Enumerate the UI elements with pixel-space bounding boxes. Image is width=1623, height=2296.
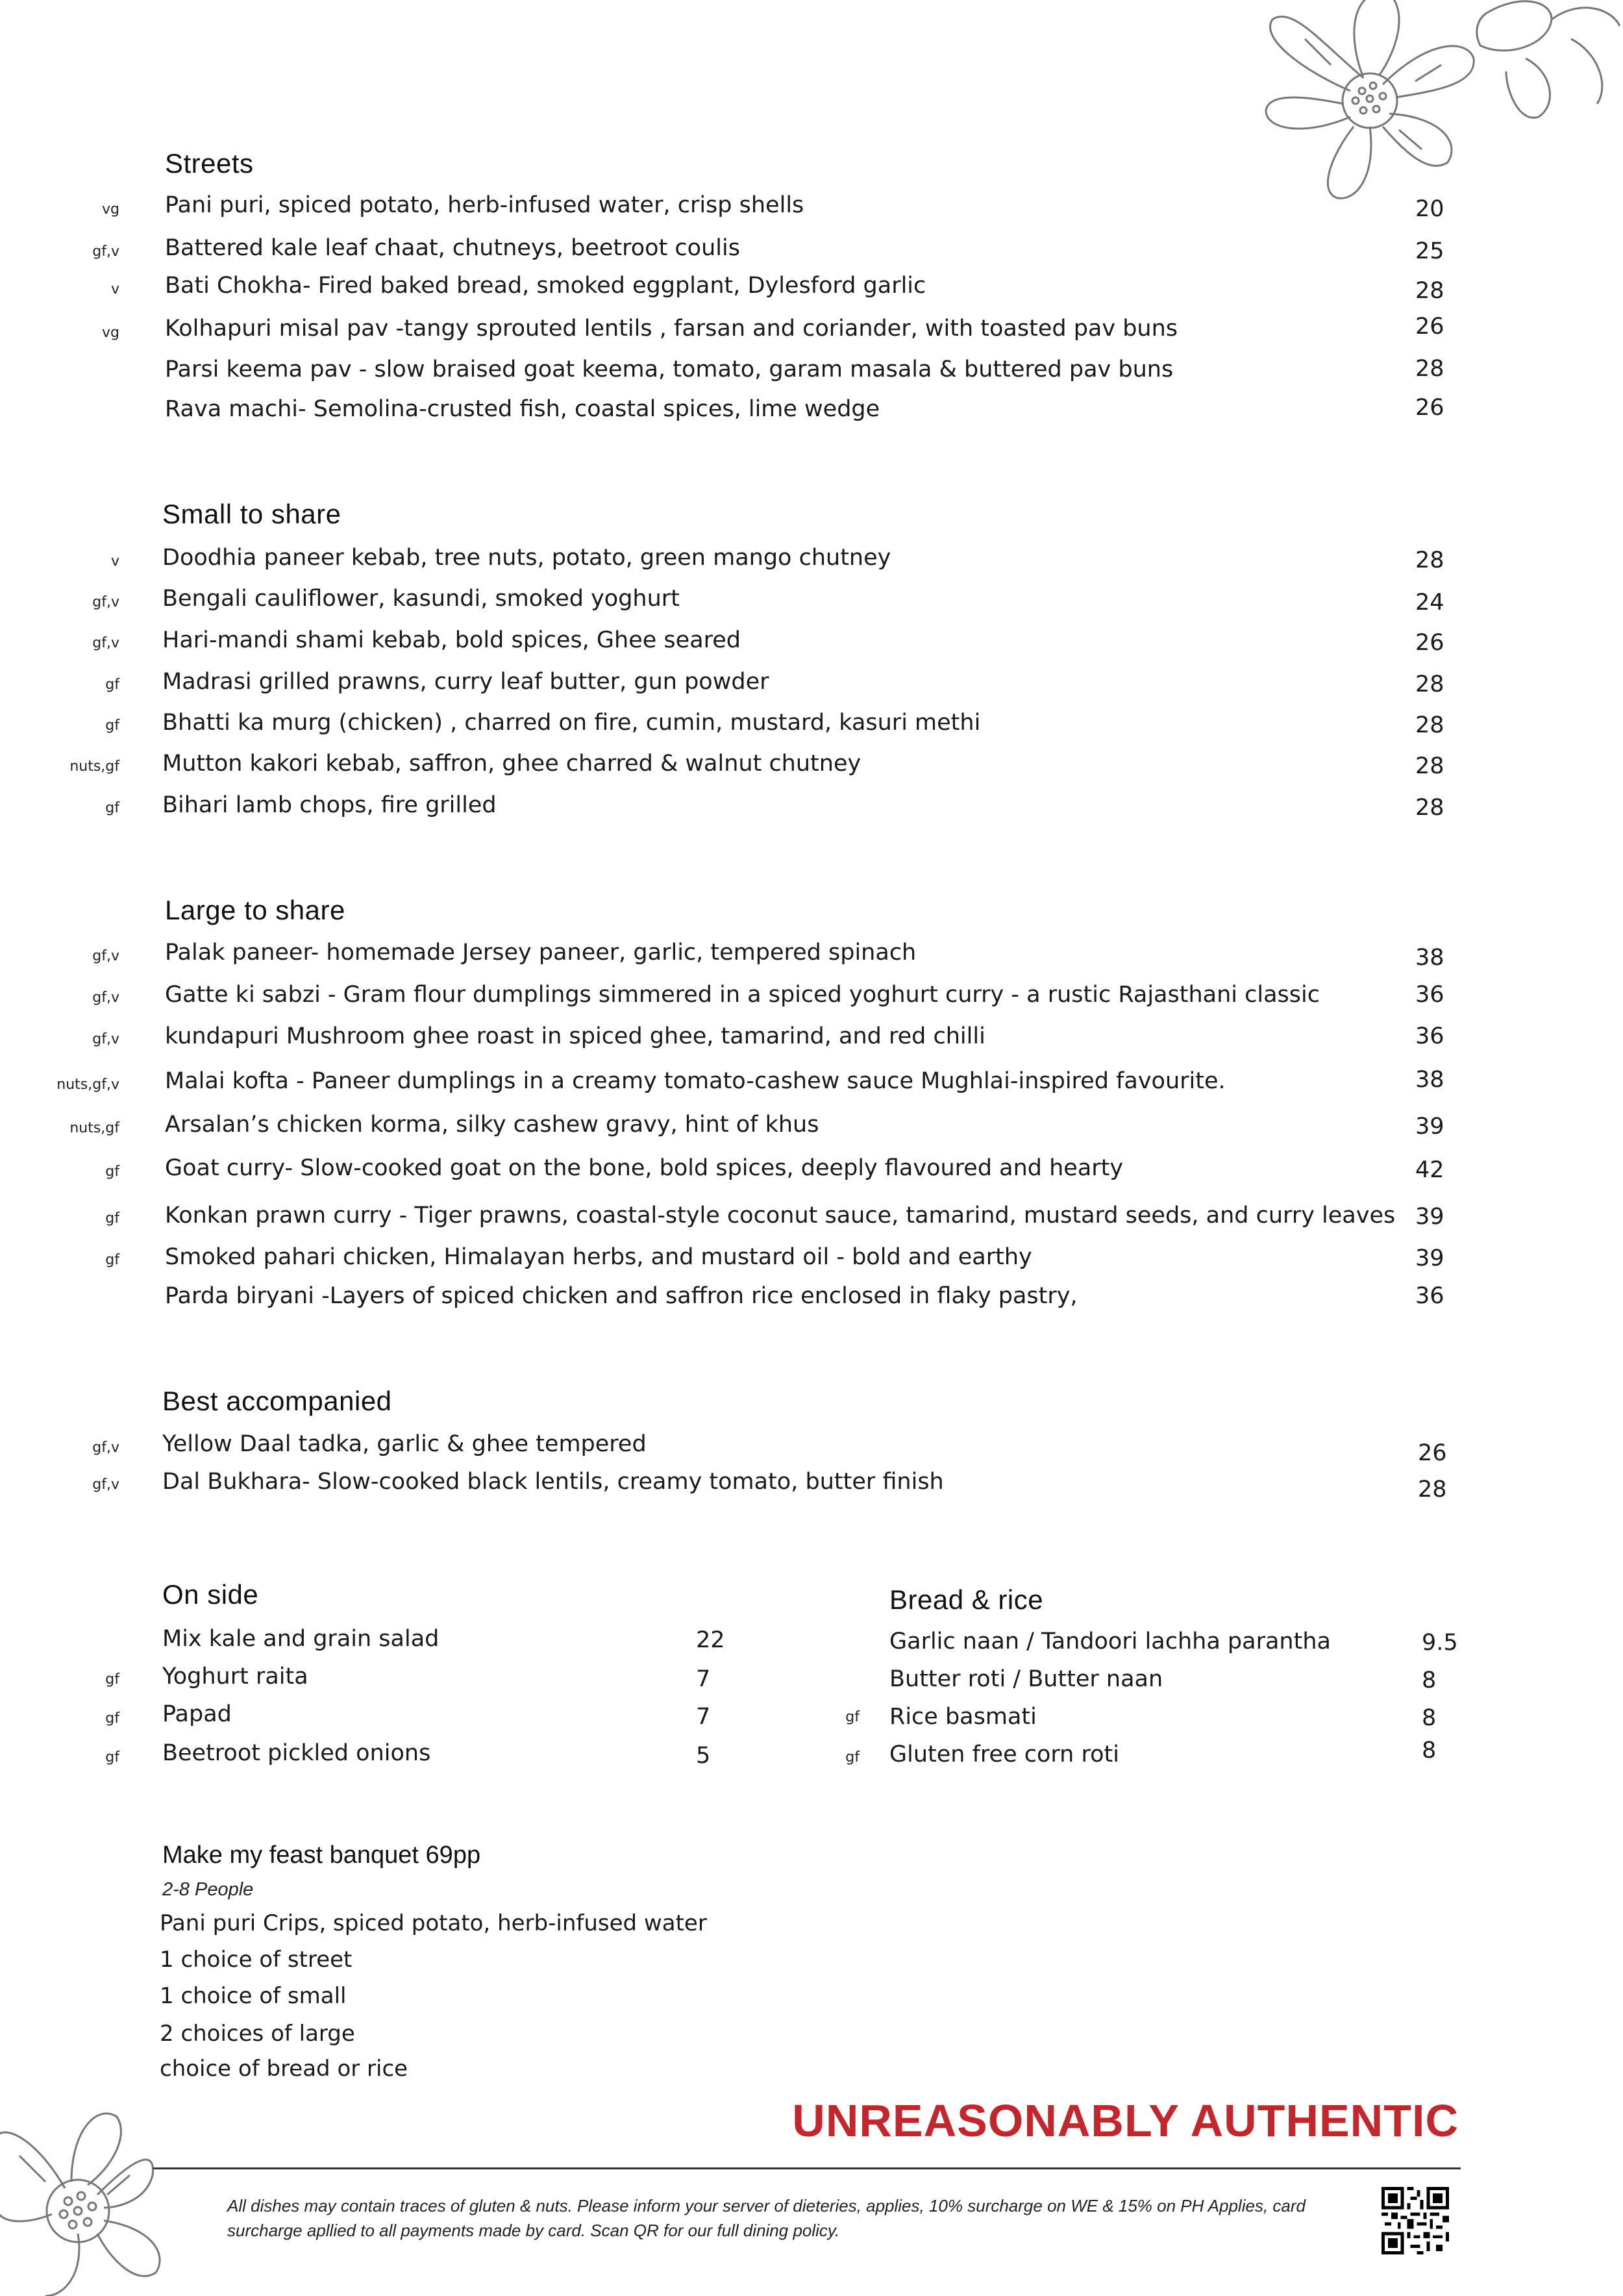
dish-name: Rice basmati [889,1704,1037,1730]
dish-price: 42 [1415,1157,1444,1183]
dietary-tag: gf [105,1671,119,1688]
qr-code-icon[interactable] [1381,2187,1449,2254]
dish-price: 7 [696,1704,711,1730]
dish-price: 38 [1415,945,1444,971]
dish-name: Yoghurt raita [162,1664,308,1690]
dietary-tag: gf [105,1749,119,1766]
dish-name: Gatte ki sabzi - Gram flour dumplings simmered in a spiced yoghurt curry - a rustic Rajasthani classic [165,982,1320,1008]
dish-name: kundapuri Mushroom ghee roast in spiced ghee, tamarind, and red chilli [165,1023,985,1049]
dish-name: Smoked pahari chicken, Himalayan herbs, and mustard oil - bold and earthy [165,1244,1032,1270]
dish-name: Garlic naan / Tandoori lachha parantha [889,1628,1331,1654]
dish-name: Parda biryani -Layers of spiced chicken and saffron rice enclosed in flaky pastry, [165,1283,1078,1309]
dish-price: 26 [1415,395,1444,421]
dietary-tag: gf,v [92,948,119,964]
dish-name: Kolhapuri misal pav -tangy sprouted lentils , farsan and coriander, with toasted pav buns [165,316,1178,342]
footer-divider [153,2167,1461,2169]
section-heading-on-side: On side [162,1579,259,1610]
section-heading-best-accompanied: Best accompanied [162,1386,392,1416]
dietary-tag: gf,v [92,594,119,610]
dish-name: Beetroot pickled onions [162,1740,431,1766]
dietary-tag: nuts,gf [69,1120,119,1136]
banquet-subtitle: 2-8 People [162,1879,254,1900]
dietary-tag: nuts,gf,v [56,1077,119,1093]
dish-price: 8 [1422,1705,1437,1731]
dish-name: Gluten free corn roti [889,1741,1119,1767]
dish-price: 9.5 [1422,1630,1458,1656]
dietary-tag: gf,v [92,635,119,651]
dish-price: 28 [1415,671,1444,697]
dish-price: 36 [1415,982,1444,1008]
dish-price: 39 [1415,1114,1444,1140]
dish-name: Dal Bukhara- Slow-cooked black lentils, creamy tomato, butter finish [162,1469,944,1495]
banquet-line: 1 choice of small [160,1983,347,2009]
dish-name: Arsalan’s chicken korma, silky cashew gravy, hint of khus [165,1112,819,1138]
dish-name: Mutton kakori kebab, saffron, ghee charred & walnut chutney [162,751,861,777]
banquet-title: Make my feast banquet 69pp [162,1841,481,1869]
banquet-line: choice of bread or rice [160,2056,408,2082]
dietary-tag: gf,v [92,1031,119,1047]
dish-name: Konkan prawn curry - Tiger prawns, coastal-style coconut sauce, tamarind, mustard seeds, and curry leaves [165,1203,1396,1229]
dish-name: Bhatti ka murg (chicken) , charred on fire, cumin, mustard, kasuri methi [162,710,981,736]
dish-name: Bihari lamb chops, fire grilled [162,792,497,818]
dish-price: 28 [1415,356,1444,382]
disclaimer: All dishes may contain traces of gluten & nuts. Please inform your server of dieteries, applies, 10% surcharge on WE & 15% on PH Applies, card surcharge apllied to all payments made by card. Scan QR for our full dining policy. [227,2196,1306,2240]
dish-price: 24 [1415,590,1444,616]
dish-price: 26 [1415,630,1444,656]
flower-illustration-bottom [0,2078,234,2296]
dish-price: 28 [1415,278,1444,304]
dish-name: Bengali cauliflower, kasundi, smoked yoghurt [162,586,680,612]
dish-name: Madrasi grilled prawns, curry leaf butter, gun powder [162,669,769,695]
banquet-line: Pani puri Crips, spiced potato, herb-infused water [160,1910,707,1936]
dietary-tag: gf [845,1749,860,1766]
dish-price: 26 [1415,314,1444,340]
banquet-line: 1 choice of street [160,1947,353,1973]
dish-price: 8 [1422,1667,1437,1693]
dish-name: Parsi keema pav - slow braised goat keema, tomato, garam masala & buttered pav buns [165,356,1174,382]
dish-name: Malai kofta - Paneer dumplings in a creamy tomato-cashew sauce Mughlai-inspired favourite. [165,1068,1226,1094]
dietary-tag: nuts,gf [69,758,119,775]
section-heading-streets: Streets [165,148,254,179]
dietary-tag: gf [105,1164,119,1180]
dish-price: 36 [1415,1023,1444,1049]
dish-name: Goat curry- Slow-cooked goat on the bone, bold spices, deeply flavoured and hearty [165,1155,1124,1181]
dish-price: 28 [1415,753,1444,779]
dish-name: Bati Chokha- Fired baked bread, smoked eggplant, Dylesford garlic [165,273,926,299]
dish-name: Battered kale leaf chaat, chutneys, beetroot coulis [165,235,740,261]
dish-price: 8 [1422,1738,1437,1764]
dish-price: 20 [1415,196,1444,222]
dish-price: 25 [1415,238,1444,264]
slogan: UNREASONABLY AUTHENTIC [792,2095,1459,2146]
dish-price: 22 [696,1627,725,1653]
dish-name: Doodhia paneer kebab, tree nuts, potato, green mango chutney [162,545,891,571]
dietary-tag: gf,v [92,243,119,260]
dietary-tag: vg [102,325,119,341]
dietary-tag: gf [105,718,119,734]
dish-name: Hari-mandi shami kebab, bold spices, Ghee seared [162,627,741,653]
dish-price: 28 [1415,712,1444,738]
dish-price: 36 [1415,1283,1444,1309]
dietary-tag: gf [105,1210,119,1227]
dish-name: Mix kale and grain salad [162,1626,440,1652]
dietary-tag: v [110,553,119,569]
dish-price: 39 [1415,1245,1444,1271]
dietary-tag: gf [105,1710,119,1727]
dietary-tag: gf,v [92,1477,119,1493]
flower-illustration-top [1246,0,1623,214]
dish-name: Yellow Daal tadka, garlic & ghee tempered [162,1431,647,1457]
dish-name: Papad [162,1701,232,1727]
dietary-tag: v [110,281,119,297]
section-heading-large-to-share: Large to share [165,895,345,925]
dish-price: 39 [1415,1204,1444,1230]
dish-price: 7 [696,1666,711,1692]
banquet-line: 2 choices of large [160,2021,355,2047]
section-heading-small-to-share: Small to share [162,499,341,529]
dish-name: Pani puri, spiced potato, herb-infused water, crisp shells [165,192,804,218]
dietary-tag: gf [105,800,119,816]
dish-price: 38 [1415,1067,1444,1093]
dish-name: Palak paneer- homemade Jersey paneer, garlic, tempered spinach [165,940,917,966]
dish-price: 5 [696,1743,711,1769]
dish-price: 26 [1418,1440,1447,1466]
dish-price: 28 [1415,547,1444,573]
dietary-tag: gf,v [92,990,119,1006]
dietary-tag: gf,v [92,1440,119,1456]
dietary-tag: gf [105,1252,119,1268]
dish-price: 28 [1418,1477,1447,1503]
dietary-tag: gf [845,1709,860,1725]
section-heading-bread-rice: Bread & rice [889,1584,1044,1615]
dish-name: Rava machi- Semolina-crusted fish, coastal spices, lime wedge [165,396,880,422]
dish-price: 28 [1415,795,1444,821]
dietary-tag: vg [102,201,119,218]
dish-name: Butter roti / Butter naan [889,1666,1163,1692]
dietary-tag: gf [105,677,119,693]
